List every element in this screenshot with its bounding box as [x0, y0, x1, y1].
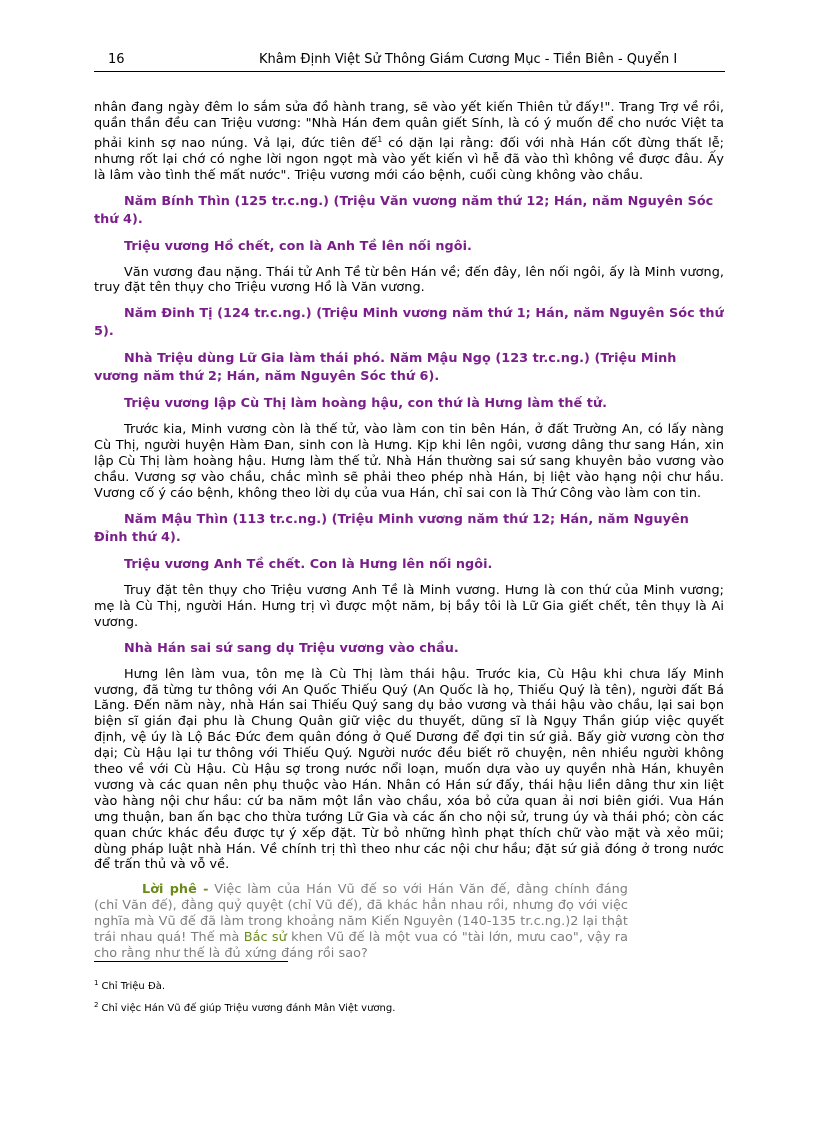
- commentary-text-2: khen Vũ đế là một vua có "tài lớn, mưu cao", vậy ra cho rằng như thế là đủ xứng đáng rồi sao?: [94, 930, 628, 961]
- footnote-2-text: Chỉ việc Hán Vũ đế giúp Triệu vương đánh Mân Việt vương.: [101, 1003, 396, 1014]
- footnote-1-text: Chỉ Triệu Đà.: [101, 981, 165, 992]
- commentary-label: Lời phê -: [142, 882, 209, 898]
- footnote-separator: [94, 961, 288, 962]
- paragraph-2: Văn vương đau nặng. Thái tử Anh Tề từ bên Hán về; đến đây, lên nối ngôi, ấy là Minh vương, truy đặt tên thụy cho Triệu vương Hồ là Văn vương.: [94, 264, 724, 296]
- paragraph-3: Trước kia, Minh vương còn là thế tử, vào làm con tin bên Hán, ở đất Trường An, có lấy nàng Cù Thị, người huyện Hàm Đan, sinh con là Hưng. Kịp khi lên ngôi, vương dâng thư sang Hán, xin lập Cù Thị làm hoàng hậu. Hưng làm thế tử. Nhà Hán thường sai sứ sang khuyên bảo vương vào chầu. Vương sợ vào chầu, chắc mình sẽ phải theo phép nhà Hán, bị liệt vào hạng nội chư hầu. Vương cố ý cáo bệnh, không theo lời dụ của vua Hán, chỉ sai con là Thứ Công vào làm con tin.: [94, 422, 724, 501]
- paragraph-1-text: nhân đang ngày đêm lo sắm sửa đồ hành trang, sẽ vào yết kiến Thiên tử đấy!". Trang Trợ về rồi, quần thần đều can Triệu vương: "Nhà Hán đem quân giết Sính, là có ý muốn để cho nước Việt ta phải kinh sợ nao núng. Vả lại, đức tiên đế: [94, 100, 724, 151]
- footnote-2: [94, 1001, 395, 1014]
- paragraph-1: [94, 100, 724, 184]
- footnote-1-number: 1: [94, 979, 99, 987]
- footnote-1: [94, 979, 165, 992]
- paragraph-1-text-rest: có dặn lại rằng: đối với nhà Hán cốt đừng thất lễ; nhưng rốt lại chớ có nghe lời ngon ngọt mà vào yết kiến vì hễ đã vào thì không về được đâu. Ấy là lâm vào tình thế mất nước". Triệu vương mới cáo bệnh, cuối cùng không vào chầu.: [94, 135, 724, 183]
- page-header: [94, 52, 725, 72]
- page-body: [94, 100, 724, 962]
- header-rule: [94, 71, 725, 72]
- footnote-2-number: 2: [94, 1001, 99, 1009]
- event-heading-8: Nhà Hán sai sứ sang dụ Triệu vương vào chầu.: [124, 640, 459, 656]
- commentary-ref: Bắc sử: [243, 930, 287, 946]
- event-heading-4: Nhà Triệu dùng Lữ Gia làm thái phó. Năm Mậu Ngọ (123 tr.c.ng.) (Triệu Minh vương năm thứ 2; Hán, năm Nguyên Sóc thứ 6).: [94, 351, 677, 385]
- paragraph-4: Truy đặt tên thụy cho Triệu vương Anh Tề là Minh vương. Hưng là con thứ của Minh vương; mẹ là Cù Thị, người Hán. Hưng trị vì được một năm, bị bầy tôi là Lữ Gia giết chết, tên thụy là Ai vương.: [94, 582, 724, 630]
- commentary-note: [94, 882, 628, 962]
- event-heading-6: Năm Mậu Thìn (113 tr.c.ng.) (Triệu Minh vương năm thứ 12; Hán, năm Nguyên Đỉnh thứ 4).: [94, 511, 689, 545]
- event-heading-2: Triệu vương Hồ chết, con là Anh Tề lên nối ngôi.: [124, 238, 472, 254]
- commentary-text-1: Việc làm của Hán Vũ đế so với Hán Văn đế, đằng chính đáng (chỉ Văn đế), đằng quỷ quyệt (chỉ Vũ đế), đã khác hẳn nhau rồi, nhưng đọ với việc nghĩa mà Vũ đế đã làm trong khoảng năm Kiến Nguyên (140-135 tr.c.ng.)2 lại thật trái nhau quá! Thế mà: [94, 882, 628, 946]
- paragraph-5: Hưng lên làm vua, tôn mẹ là Cù Thị làm thái hậu. Trước kia, Cù Hậu khi chưa lấy Minh vương, đã từng tư thông với An Quốc Thiếu Quý (An Quốc là họ, Thiếu Quý là tên), người đất Bá Lăng. Đến năm này, nhà Hán sai Thiếu Quý sang dụ bảo vương và thái hậu vào chầu, lại sai bọn biện sĩ gián đại phu là Chung Quân giữ việc du thuyết, dũng sĩ là Ngụy Thần giúp việc quyết định, vệ úy là Lộ Bác Đức đem quân đóng ở Quế Dương để đợi tin sứ giả. Bấy giờ vương còn thơ dại; Cù Hậu lại tư thông với Thiếu Quý. Người nước đều biết rõ chuyện, nên nhiều người không theo về với Cù Hậu. Cù Hậu sợ trong nước nổi loạn, muốn dựa vào uy quyền nhà Hán, khuyên vương và các quan nên phụ thuộc vào Hán. Nhân có Hán sứ đấy, thái hậu liền dâng thư xin liệt vào hàng nội chư hầu: cứ ba năm một lần vào chầu, xóa bỏ cửa quan ải nơi biên giới. Vua Hán ưng thuận, ban ấn bạc cho thừa tướng Lữ Gia và các ấn cho nội sử, trung úy và thái phó; còn các quan chức khác đều được tự ý xếp đặt. Từ bỏ những hình phạt thích chữ vào mặt và xẻo mũi; dùng pháp luật nhà Hán. Về chính trị thì theo như các nội chư hầu; đặt sứ giả đóng ở trong nước để trấn thủ và vỗ về.: [94, 666, 724, 873]
- footnote-ref-1[interactable]: 1: [377, 134, 383, 144]
- event-heading-3: Năm Đinh Tị (124 tr.c.ng.) (Triệu Minh vương năm thứ 1; Hán, năm Nguyên Sóc thứ 5).: [94, 306, 724, 340]
- event-heading-1: Năm Bính Thìn (125 tr.c.ng.) (Triệu Văn vương năm thứ 12; Hán, năm Nguyên Sóc thứ 4).: [94, 193, 714, 227]
- page-number: 16: [108, 52, 125, 67]
- event-heading-7: Triệu vương Anh Tề chết. Con là Hưng lên nối ngôi.: [124, 556, 493, 572]
- event-heading-5: Triệu vương lập Cù Thị làm hoàng hậu, con thứ là Hưng làm thế tử.: [124, 396, 608, 412]
- running-title: Khâm Định Việt Sử Thông Giám Cương Mục - Tiền Biên - Quyển I: [259, 52, 678, 67]
